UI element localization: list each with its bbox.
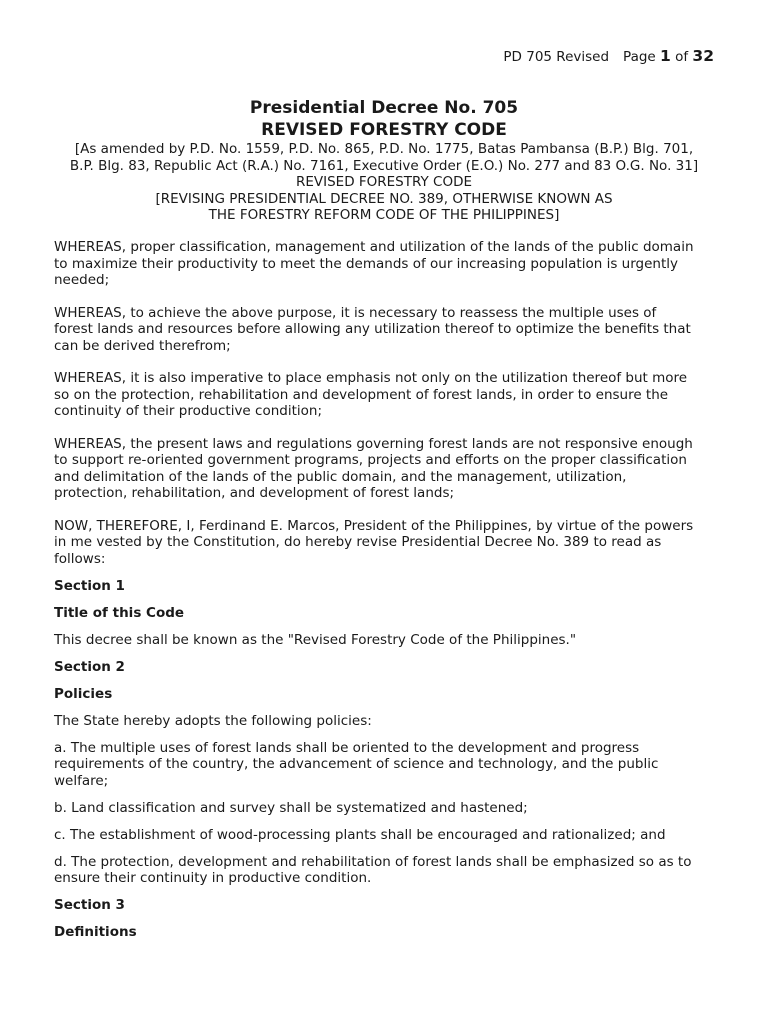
section-2-title: Policies (54, 685, 113, 702)
decree-title: Presidential Decree No. 705 (249, 98, 519, 118)
text-line: a. The multiple uses of forest lands shall be oriented to the development and progress (54, 739, 640, 756)
amendment-note-line-2: B.P. Blg. 83, Republic Act (R.A.) No. 7161, Executive Order (E.O.) No. 277 and 83 O.G. No. 31] (69, 157, 699, 174)
document-body (54, 239, 718, 951)
page-of-word: of (675, 49, 689, 65)
policy-item-c: c. The establishment of wood-processing plants shall be encouraged and rationalized; and (54, 826, 666, 843)
text-line: so on the protection, rehabilitation and development of forest lands, in order to ensure the (54, 386, 669, 403)
section-3-title: Definitions (54, 924, 137, 940)
text-line: welfare; (54, 772, 109, 789)
text-line: follows: (54, 550, 106, 567)
section-2-heading: Section 2 (54, 658, 125, 675)
running-header (503, 46, 714, 67)
text-line: needed; (54, 272, 110, 288)
whereas-paragraph-3 (54, 370, 718, 420)
now-therefore-paragraph (54, 518, 718, 568)
policy-item-b: b. Land classification and survey shall be systematized and hastened; (54, 799, 528, 816)
text-line: to maximize their productivity to meet the demands of our increasing population is urgently (54, 255, 678, 272)
whereas-paragraph-2 (54, 305, 718, 355)
policy-item-d (54, 854, 718, 887)
text-line: to support re-oriented government programs, projects and efforts on the proper classification (54, 452, 687, 468)
text-line: protection, rehabilitation, and development of forest lands; (54, 485, 455, 501)
page-total: 32 (692, 47, 714, 65)
policy-item-a (54, 740, 718, 790)
text-line: requirements of the country, the advancement of science and technology, and the public (54, 756, 659, 772)
section-1-title: Title of this Code (54, 604, 185, 621)
page-current: 1 (660, 47, 671, 65)
title-block (40, 97, 728, 224)
code-title: REVISED FORESTRY CODE (261, 120, 507, 140)
text-line: can be derived therefrom; (54, 337, 231, 354)
text-line: WHEREAS, to achieve the above purpose, it is necessary to reassess the multiple uses of (54, 304, 657, 321)
section-1-text: This decree shall be known as the "Revised Forestry Code of the Philippines." (54, 631, 577, 648)
section-2-intro: The State hereby adopts the following policies: (54, 712, 372, 729)
page-word: Page (623, 49, 656, 65)
section-3-heading: Section 3 (54, 897, 125, 913)
text-line: continuity of their productive condition; (54, 403, 322, 419)
document-label: PD 705 Revised (503, 49, 610, 65)
whereas-paragraph-1 (54, 239, 718, 289)
subtitle-line-3: THE FORESTRY REFORM CODE OF THE PHILIPPINES] (208, 207, 560, 223)
subtitle-line-2: [REVISING PRESIDENTIAL DECREE NO. 389, OTHERWISE KNOWN AS (155, 190, 613, 207)
amendment-note-line-1: [As amended by P.D. No. 1559, P.D. No. 865, P.D. No. 1775, Batas Pambansa (B.P.) Blg. 701, (74, 141, 694, 157)
text-line: in me vested by the Constitution, do hereby revise Presidential Decree No. 389 to read as (54, 534, 662, 550)
text-line: and delimitation of the lands of the public domain, and the management, utilization, (54, 468, 627, 485)
subtitle-line-1: REVISED FORESTRY CODE (295, 174, 473, 190)
text-line: WHEREAS, the present laws and regulations governing forest lands are not responsive enough (54, 435, 693, 452)
text-line: forest lands and resources before allowing any utilization thereof to optimize the benefits that (54, 321, 691, 337)
text-line: d. The protection, development and rehabilitation of forest lands shall be emphasized so as to (54, 853, 692, 870)
text-line: ensure their continuity in productive condition. (54, 870, 372, 886)
whereas-paragraph-4 (54, 436, 718, 502)
text-line: WHEREAS, proper classification, management and utilization of the lands of the public domain (54, 239, 694, 255)
text-line: WHEREAS, it is also imperative to place emphasis not only on the utilization thereof but more (54, 370, 688, 386)
section-1-heading: Section 1 (54, 577, 125, 594)
text-line: NOW, THEREFORE, I, Ferdinand E. Marcos, President of the Philippines, by virtue of the powers (54, 517, 694, 534)
